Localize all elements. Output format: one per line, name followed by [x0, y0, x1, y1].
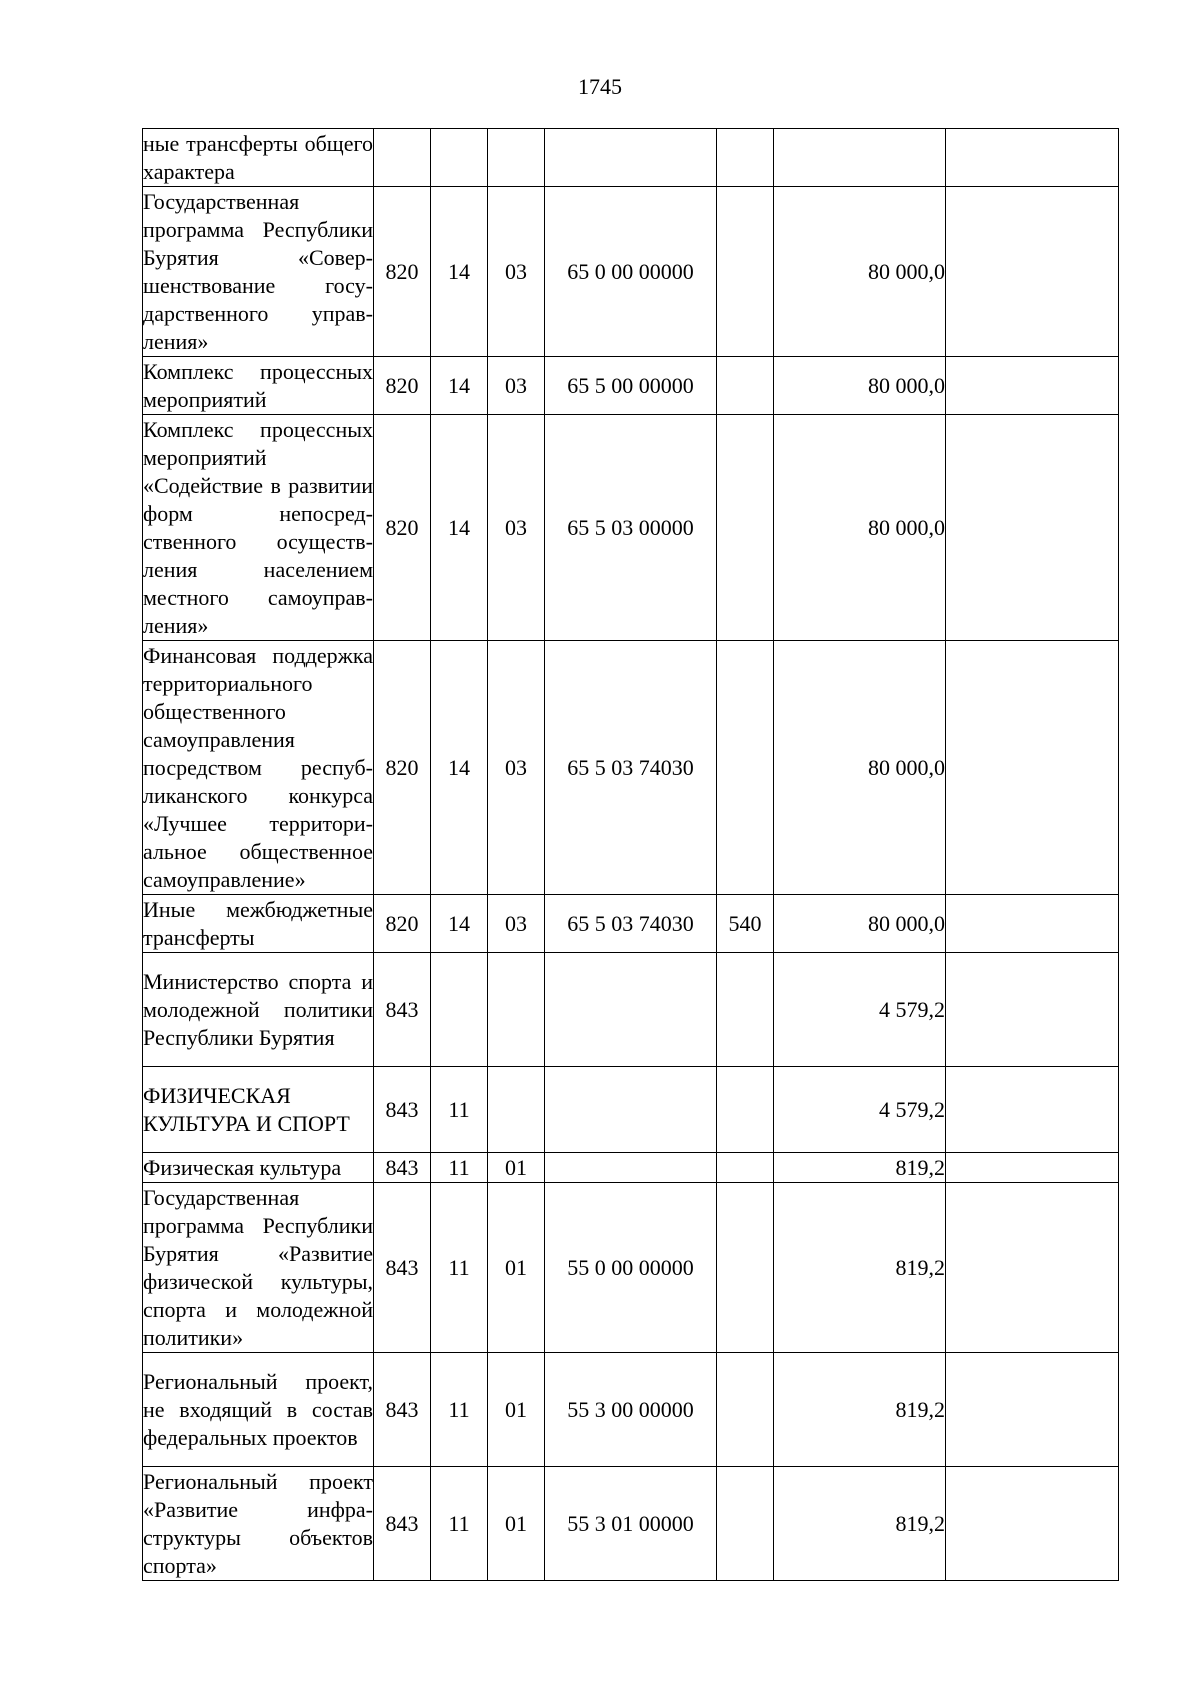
expense-type-code: 540 — [717, 895, 774, 953]
ministry-code: 820 — [374, 187, 431, 357]
budget-table-body — [143, 129, 1119, 1581]
target-article-code — [545, 1067, 717, 1153]
target-article-code: 55 0 00 00000 — [545, 1183, 717, 1353]
section-code: 11 — [431, 1183, 488, 1353]
extra-cell — [946, 1153, 1119, 1183]
extra-cell — [946, 1183, 1119, 1353]
expense-type-code — [717, 187, 774, 357]
row-name: ФИЗИЧЕСКАЯ КУЛЬТУРА И СПОРТ — [143, 1067, 374, 1153]
table-row — [143, 1353, 1119, 1467]
extra-cell — [946, 187, 1119, 357]
subsection-code: 03 — [488, 895, 545, 953]
ministry-code: 843 — [374, 1153, 431, 1183]
ministry-code: 820 — [374, 415, 431, 641]
target-article-code: 55 3 00 00000 — [545, 1353, 717, 1467]
ministry-code: 820 — [374, 895, 431, 953]
target-article-code — [545, 953, 717, 1067]
section-code: 11 — [431, 1353, 488, 1467]
amount: 80 000,0 — [774, 357, 946, 415]
subsection-code: 03 — [488, 357, 545, 415]
expense-type-code — [717, 415, 774, 641]
table-row — [143, 187, 1119, 357]
table-row — [143, 953, 1119, 1067]
target-article-code: 65 0 00 00000 — [545, 187, 717, 357]
ministry-code: 843 — [374, 1067, 431, 1153]
section-code: 14 — [431, 415, 488, 641]
ministry-code: 820 — [374, 641, 431, 895]
expense-type-code — [717, 953, 774, 1067]
ministry-code — [374, 129, 431, 187]
table-row — [143, 415, 1119, 641]
table-row — [143, 1183, 1119, 1353]
section-code: 14 — [431, 357, 488, 415]
subsection-code: 01 — [488, 1353, 545, 1467]
target-article-code: 65 5 03 00000 — [545, 415, 717, 641]
expense-type-code — [717, 1467, 774, 1581]
ministry-code: 843 — [374, 1183, 431, 1353]
extra-cell — [946, 641, 1119, 895]
amount: 80 000,0 — [774, 415, 946, 641]
expense-type-code — [717, 1183, 774, 1353]
amount: 80 000,0 — [774, 187, 946, 357]
expense-type-code — [717, 1067, 774, 1153]
section-code: 14 — [431, 895, 488, 953]
extra-cell — [946, 1067, 1119, 1153]
amount: 4 579,2 — [774, 953, 946, 1067]
target-article-code: 65 5 00 00000 — [545, 357, 717, 415]
table-row — [143, 1153, 1119, 1183]
expense-type-code — [717, 1353, 774, 1467]
subsection-code — [488, 1067, 545, 1153]
amount: 80 000,0 — [774, 895, 946, 953]
extra-cell — [946, 895, 1119, 953]
table-row — [143, 895, 1119, 953]
row-name: Региональный проект, не входящий в состав федеральных проектов — [143, 1353, 374, 1467]
target-article-code: 65 5 03 74030 — [545, 641, 717, 895]
subsection-code: 01 — [488, 1183, 545, 1353]
extra-cell — [946, 415, 1119, 641]
section-code: 14 — [431, 641, 488, 895]
ministry-code: 843 — [374, 953, 431, 1067]
table-row — [143, 641, 1119, 895]
expense-type-code — [717, 1153, 774, 1183]
row-name: ные трансферты общего характера — [143, 129, 374, 187]
extra-cell — [946, 1353, 1119, 1467]
table-row — [143, 1467, 1119, 1581]
ministry-code: 820 — [374, 357, 431, 415]
budget-table — [142, 128, 1119, 1581]
section-code — [431, 129, 488, 187]
section-code — [431, 953, 488, 1067]
ministry-code: 843 — [374, 1467, 431, 1581]
row-name: Физическая культура — [143, 1153, 374, 1183]
table-row — [143, 357, 1119, 415]
subsection-code: 03 — [488, 641, 545, 895]
amount: 819,2 — [774, 1467, 946, 1581]
row-name: Государственная программа Республики Бурятия «Развитие физической культуры, спорта и молодежной политики» — [143, 1183, 374, 1353]
target-article-code — [545, 129, 717, 187]
extra-cell — [946, 953, 1119, 1067]
table-row — [143, 129, 1119, 187]
amount — [774, 129, 946, 187]
expense-type-code — [717, 129, 774, 187]
expense-type-code — [717, 641, 774, 895]
subsection-code: 01 — [488, 1153, 545, 1183]
amount: 80 000,0 — [774, 641, 946, 895]
row-name: Финансовая поддержка территориального общественного самоуправления посредством республиканского конкурса «Лучшее территориальное общественное самоуправление» — [143, 641, 374, 895]
page-number: 1745 — [578, 74, 622, 99]
subsection-code — [488, 129, 545, 187]
ministry-code: 843 — [374, 1353, 431, 1467]
row-name: Комплекс процессных мероприятий — [143, 357, 374, 415]
subsection-code: 01 — [488, 1467, 545, 1581]
extra-cell — [946, 1467, 1119, 1581]
table-row — [143, 1067, 1119, 1153]
amount: 819,2 — [774, 1353, 946, 1467]
extra-cell — [946, 357, 1119, 415]
amount: 819,2 — [774, 1183, 946, 1353]
subsection-code: 03 — [488, 415, 545, 641]
row-name: Комплекс процессных мероприятий «Содействие в развитии форм непосредственного осуществления населением местного самоуправления» — [143, 415, 374, 641]
target-article-code: 55 3 01 00000 — [545, 1467, 717, 1581]
section-code: 14 — [431, 187, 488, 357]
target-article-code — [545, 1153, 717, 1183]
extra-cell — [946, 129, 1119, 187]
section-code: 11 — [431, 1153, 488, 1183]
expense-type-code — [717, 357, 774, 415]
row-name: Иные межбюджетные трансферты — [143, 895, 374, 953]
amount: 819,2 — [774, 1153, 946, 1183]
section-code: 11 — [431, 1067, 488, 1153]
subsection-code — [488, 953, 545, 1067]
target-article-code: 65 5 03 74030 — [545, 895, 717, 953]
amount: 4 579,2 — [774, 1067, 946, 1153]
subsection-code: 03 — [488, 187, 545, 357]
row-name: Региональный проект «Развитие инфраструктуры объектов спорта» — [143, 1467, 374, 1581]
section-code: 11 — [431, 1467, 488, 1581]
row-name: Государственная программа Республики Бурятия «Совершенствование государственного управления» — [143, 187, 374, 357]
row-name: Министерство спорта и молодежной политики Республики Бурятия — [143, 953, 374, 1067]
